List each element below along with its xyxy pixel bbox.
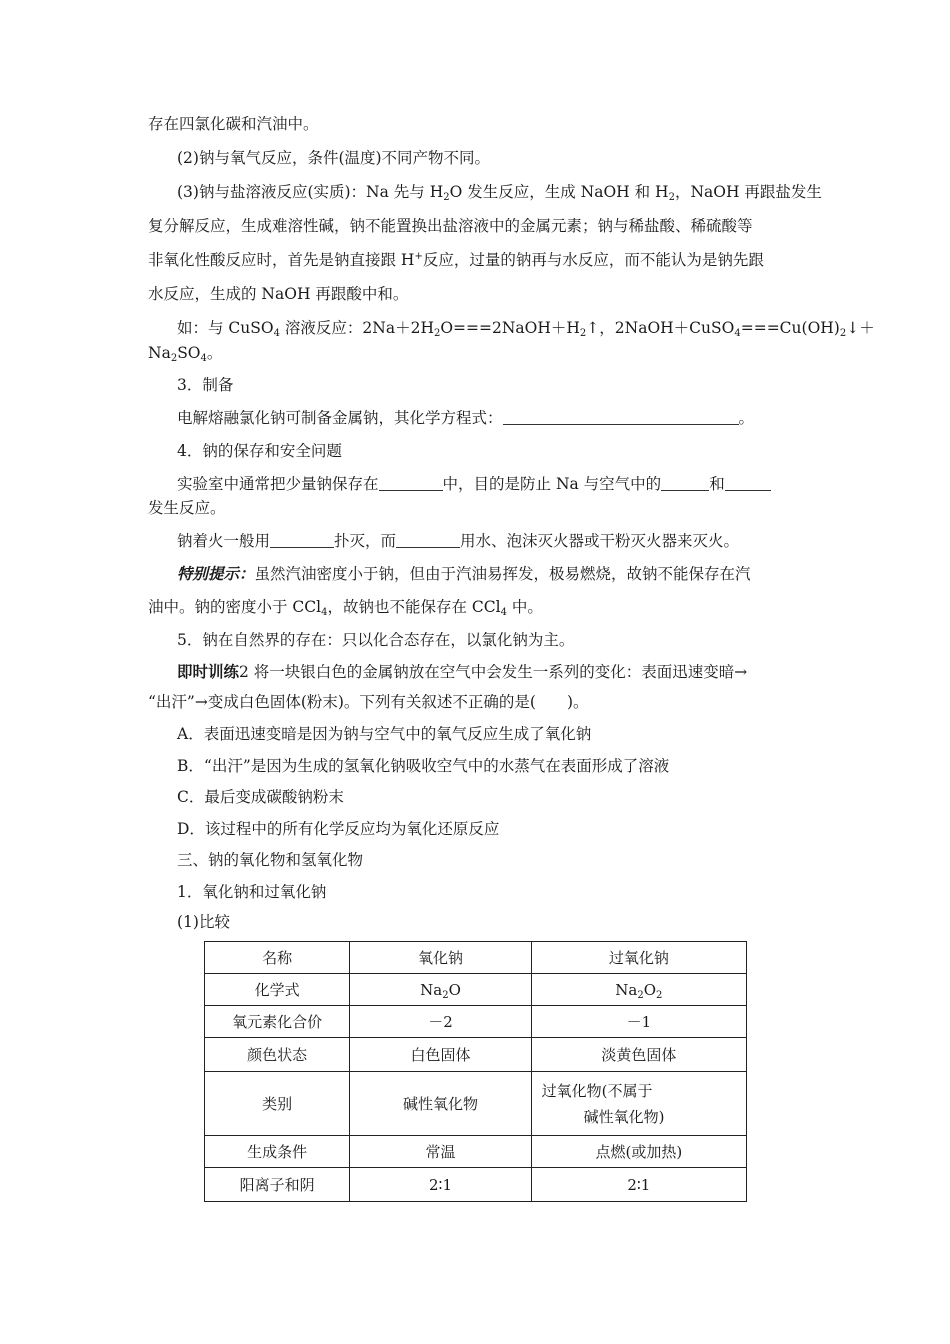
subscript: 4 xyxy=(321,607,328,618)
fill-blank[interactable] xyxy=(503,410,739,425)
text: (3)钠与盐溶液反应(实质)：Na 先与 H xyxy=(177,183,444,201)
subscript: 2 xyxy=(579,328,587,339)
text: 虽然汽油密度小于钠，但由于汽油易挥发，极易燃烧，故钠不能保存在汽 xyxy=(254,565,751,583)
table-cell: 生成条件 xyxy=(205,1136,350,1168)
table-cell: －2 xyxy=(350,1006,531,1038)
subscript: 4 xyxy=(734,328,741,339)
text: Na xyxy=(420,980,443,999)
text: A．表面迅速变暗是因为钠与空气中的氧气反应生成了氧化钠 xyxy=(177,725,592,743)
subscript: 2 xyxy=(443,192,450,203)
table-row xyxy=(205,1168,747,1202)
subscript: 2 xyxy=(170,353,178,364)
text: ，故钠也不能保存在 CCl xyxy=(327,598,501,616)
text-line xyxy=(148,114,319,134)
text: 和 xyxy=(709,475,725,493)
option-c xyxy=(177,787,344,807)
text: 2 将一块银白色的金属钠放在空气中会发生一系列的变化：表面迅速变暗→ xyxy=(239,663,748,681)
text-line xyxy=(177,182,822,202)
text: 复分解反应，生成难溶性碱，钠不能置换出盐溶液中的金属元素；钠与稀盐酸、稀硫酸等 xyxy=(148,217,753,235)
table-cell: 常温 xyxy=(350,1136,531,1168)
text-line xyxy=(177,630,574,650)
text: 钠着火一般用 xyxy=(177,532,271,550)
text: 如：与 CuSO xyxy=(177,319,274,337)
text: 。 xyxy=(206,344,223,362)
fill-blank[interactable] xyxy=(270,533,334,548)
text: 碱性氧化物) xyxy=(583,1107,665,1126)
text: 1．氧化钠和过氧化钠 xyxy=(177,883,327,901)
section-heading xyxy=(177,375,233,395)
text: 用水、泡沫灭火器或干粉灭火器来灭火。 xyxy=(460,532,740,550)
table-row xyxy=(205,1072,747,1136)
text: ↓＋ xyxy=(846,319,875,337)
text: 4．钠的保存和安全问题 xyxy=(177,442,342,460)
exercise-label: 即时训练 xyxy=(177,662,240,681)
section-heading xyxy=(177,850,363,870)
subscript: 2 xyxy=(637,989,644,1001)
subscript: 2 xyxy=(433,328,441,339)
subscript: 4 xyxy=(273,328,280,339)
text: SO xyxy=(177,344,201,362)
text-line xyxy=(177,148,490,168)
table-row xyxy=(205,1006,747,1038)
table-cell: 氧元素化合价 xyxy=(205,1006,350,1038)
text: 过氧化物(不属于 xyxy=(541,1081,653,1100)
section-heading xyxy=(177,441,342,461)
subscript: 2 xyxy=(442,989,449,1001)
fill-blank[interactable] xyxy=(396,533,460,548)
subscript: 2 xyxy=(656,989,663,1001)
text: ===Cu(OH) xyxy=(740,319,840,337)
text: 溶液反应：2Na＋2H xyxy=(279,319,434,337)
text: 反应，过量的钠再与水反应，而不能认为是钠先跟 xyxy=(422,251,764,269)
table-cell: 2∶1 xyxy=(350,1168,531,1202)
text: 。 xyxy=(738,409,755,427)
text: 中，目的是防止 Na 与空气中的 xyxy=(442,475,662,493)
subsection-heading xyxy=(177,912,230,932)
emphasis-label: 特别提示： xyxy=(177,564,255,583)
table-row xyxy=(205,974,747,1006)
table-cell: 化学式 xyxy=(205,974,350,1006)
comparison-table xyxy=(204,941,747,1202)
text: O xyxy=(643,980,657,999)
table-row xyxy=(205,1136,747,1168)
table-cell: 颜色状态 xyxy=(205,1038,350,1072)
text: D．该过程中的所有化学反应均为氧化还原反应 xyxy=(177,820,500,838)
table-cell xyxy=(531,974,746,1006)
text: O xyxy=(448,980,461,999)
subscript: 4 xyxy=(200,353,207,364)
text: 3．制备 xyxy=(177,376,234,394)
table-cell: 碱性氧化物 xyxy=(350,1072,531,1136)
text-line xyxy=(148,250,764,270)
option-d xyxy=(177,819,499,839)
table-cell xyxy=(350,974,531,1006)
table-row xyxy=(205,1038,747,1072)
table-cell xyxy=(531,1072,746,1136)
option-a xyxy=(177,724,591,744)
text: O===2NaOH＋H xyxy=(440,319,580,337)
option-b xyxy=(177,756,669,776)
table-cell: 点燃(或加热) xyxy=(531,1136,746,1168)
text-line xyxy=(177,408,754,428)
fill-blank[interactable] xyxy=(725,476,771,491)
text: Na xyxy=(148,344,171,362)
text: 三、钠的氧化物和氢氧化物 xyxy=(177,851,364,869)
text: 扑灭，而 xyxy=(334,532,397,550)
table-cell: －1 xyxy=(531,1006,746,1038)
text: 中。 xyxy=(506,598,543,616)
table-cell: 阳离子和阴 xyxy=(205,1168,350,1202)
text-line xyxy=(148,216,753,236)
table-header-cell: 名称 xyxy=(205,942,350,974)
text-line xyxy=(148,284,408,304)
section-heading xyxy=(177,882,326,902)
text: 油中。钠的密度小于 CCl xyxy=(148,598,322,616)
text: “出汗”→变成白色固体(粉末)。下列有关叙述不正确的是( )。 xyxy=(148,693,589,711)
text: 5．钠在自然界的存在：只以化合态存在，以氯化钠为主。 xyxy=(177,631,575,649)
subscript: 4 xyxy=(500,607,507,618)
text-line xyxy=(148,498,226,518)
text: ，NaOH 再跟盐发生 xyxy=(674,183,822,201)
text-line xyxy=(177,318,875,338)
text: (2)钠与氧气反应，条件(温度)不同产物不同。 xyxy=(177,149,491,167)
fill-blank[interactable] xyxy=(661,476,709,491)
table-header-cell: 过氧化钠 xyxy=(531,942,746,974)
text: (1)比较 xyxy=(177,913,230,931)
text: B．“出汗”是因为生成的氢氧化钠吸收空气中的水蒸气在表面形成了溶液 xyxy=(177,757,670,775)
text: O 发生反应，生成 NaOH 和 H xyxy=(449,183,669,201)
fill-blank[interactable] xyxy=(379,476,443,491)
text-line xyxy=(177,474,771,494)
table-cell: 2∶1 xyxy=(531,1168,746,1202)
table-cell: 白色固体 xyxy=(350,1038,531,1072)
superscript: + xyxy=(414,251,423,262)
text: 电解熔融氯化钠可制备金属钠，其化学方程式： xyxy=(177,409,503,427)
text-line xyxy=(148,597,543,617)
text-line xyxy=(177,564,751,584)
text: 非氧化性酸反应时，首先是钠直接跟 H xyxy=(148,251,415,269)
text-line xyxy=(148,692,589,712)
exercise-line xyxy=(177,662,747,682)
text: Na xyxy=(615,980,638,999)
text: 存在四氯化碳和汽油中。 xyxy=(148,115,319,133)
text: 水反应，生成的 NaOH 再跟酸中和。 xyxy=(148,285,409,303)
table-cell: 淡黄色固体 xyxy=(531,1038,746,1072)
text-line xyxy=(177,531,739,551)
text: 发生反应。 xyxy=(148,499,226,517)
text: 实验室中通常把少量钠保存在 xyxy=(177,475,379,493)
text: C．最后变成碳酸钠粉末 xyxy=(177,788,344,806)
subscript: 2 xyxy=(668,192,675,203)
text: ↑，2NaOH＋CuSO xyxy=(586,319,735,337)
table-header-cell: 氧化钠 xyxy=(350,942,531,974)
text-line xyxy=(148,343,222,363)
table-row xyxy=(205,942,747,974)
table-cell: 类别 xyxy=(205,1072,350,1136)
subscript: 2 xyxy=(839,328,847,339)
